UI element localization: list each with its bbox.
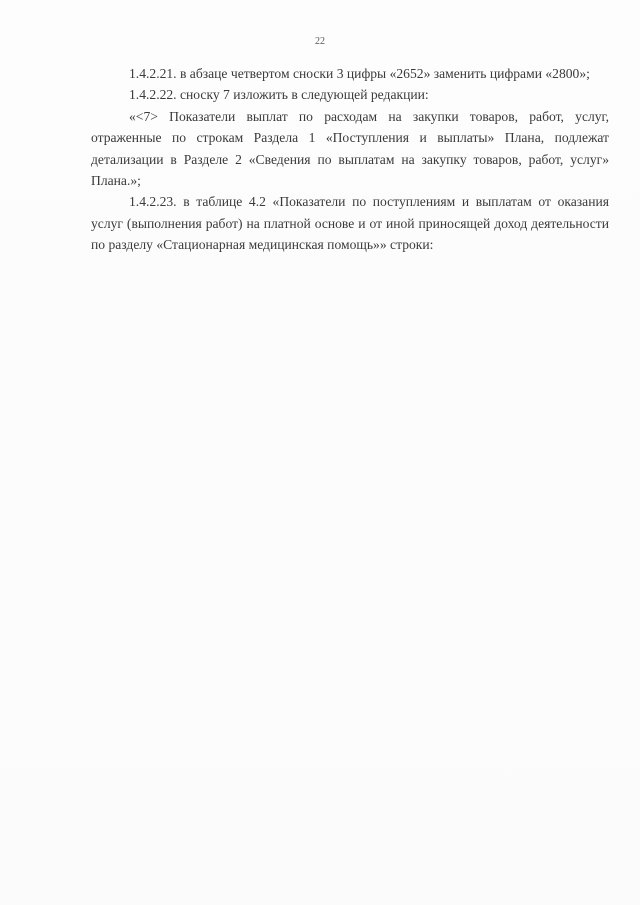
paragraph-1-4-2-21: 1.4.2.21. в абзаце четвертом сноски 3 цифры «2652» заменить цифрами «2800»; bbox=[129, 66, 590, 81]
page-number: 22 bbox=[315, 36, 325, 47]
document-body bbox=[91, 63, 609, 256]
paragraph-1-4-2-22: 1.4.2.22. сноску 7 изложить в следующей редакции: bbox=[129, 87, 429, 103]
paragraph-footnote-7: «<7> Показатели выплат по расходам на закупки товаров, работ, услуг, отраженные по строкам Раздела 1 «Поступления и выплаты» Плана, подлежат детализации в Разделе 2 «Сведения по выплатам на закупку товаров, работ, услуг» Плана.»; bbox=[91, 108, 609, 189]
paragraph-1-4-2-23: 1.4.2.23. в таблице 4.2 «Показатели по поступлениям и выплатам от оказания услуг (выполнения работ) на платной основе и от иной приносящей доход деятельности по разделу «Стационарная медицинская помощь»» строки: bbox=[91, 194, 609, 253]
